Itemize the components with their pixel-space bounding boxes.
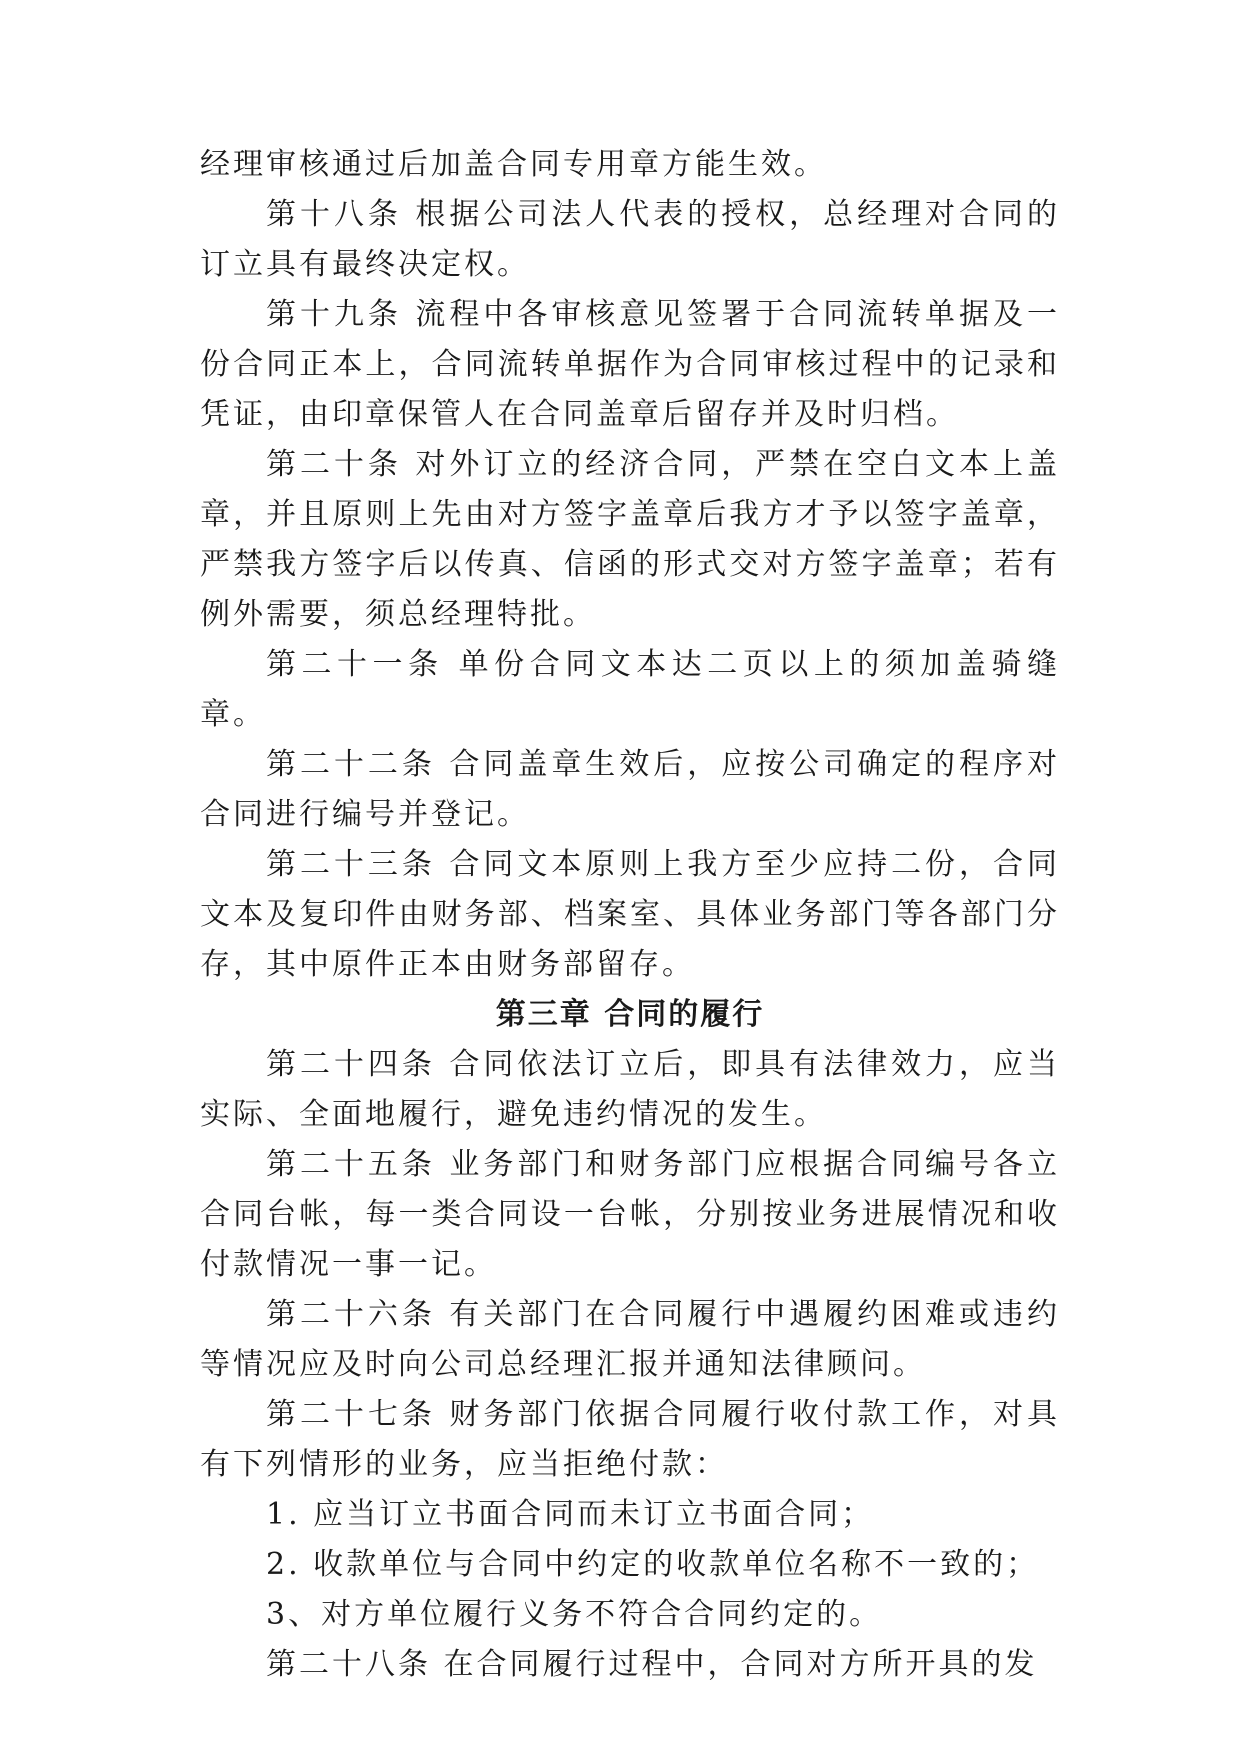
article-27: 第二十七条 财务部门依据合同履行收付款工作，对具有下列情形的业务，应当拒绝付款： xyxy=(200,1397,1060,1482)
list-item: 3、对方单位履行义务不符合合同约定的。 xyxy=(266,1597,883,1632)
list-item: 1. 应当订立书面合同而未订立书面合同； xyxy=(266,1497,875,1532)
article-20: 第二十条 对外订立的经济合同，严禁在空白文本上盖章，并且原则上先由对方签字盖章后我方才予以签字盖章，严禁我方签字后以传真、信函的形式交对方签字盖章；若有例外需要，须总经理特批。 xyxy=(200,447,1060,632)
article-19: 第十九条 流程中各审核意见签署于合同流转单据及一份合同正本上，合同流转单据作为合同审核过程中的记录和凭证，由印章保管人在合同盖章后留存并及时归档。 xyxy=(200,297,1060,432)
article-21: 第二十一条 单份合同文本达二页以上的须加盖骑缝章。 xyxy=(200,647,1060,732)
article-26: 第二十六条 有关部门在合同履行中遇履约困难或违约等情况应及时向公司总经理汇报并通知法律顾问。 xyxy=(200,1297,1060,1382)
article-18: 第十八条 根据公司法人代表的授权，总经理对合同的订立具有最终决定权。 xyxy=(200,197,1060,282)
chapter-heading: 第三章 合同的履行 xyxy=(495,997,765,1032)
list-item: 2. 收款单位与合同中约定的收款单位名称不一致的； xyxy=(266,1547,1040,1582)
paragraph-continuation: 经理审核通过后加盖合同专用章方能生效。 xyxy=(200,147,827,182)
article-25: 第二十五条 业务部门和财务部门应根据合同编号各立合同台帐，每一类合同设一台帐，分别按业务进展情况和收付款情况一事一记。 xyxy=(200,1147,1060,1282)
article-22: 第二十二条 合同盖章生效后，应按公司确定的程序对合同进行编号并登记。 xyxy=(200,747,1060,832)
article-24: 第二十四条 合同依法订立后，即具有法律效力，应当实际、全面地履行，避免违约情况的发生。 xyxy=(200,1047,1060,1132)
document-body xyxy=(200,140,1060,1690)
article-28: 第二十八条 在合同履行过程中，合同对方所开具的发 xyxy=(266,1647,1038,1682)
article-23: 第二十三条 合同文本原则上我方至少应持二份，合同文本及复印件由财务部、档案室、具体业务部门等各部门分存，其中原件正本由财务部留存。 xyxy=(200,847,1060,982)
